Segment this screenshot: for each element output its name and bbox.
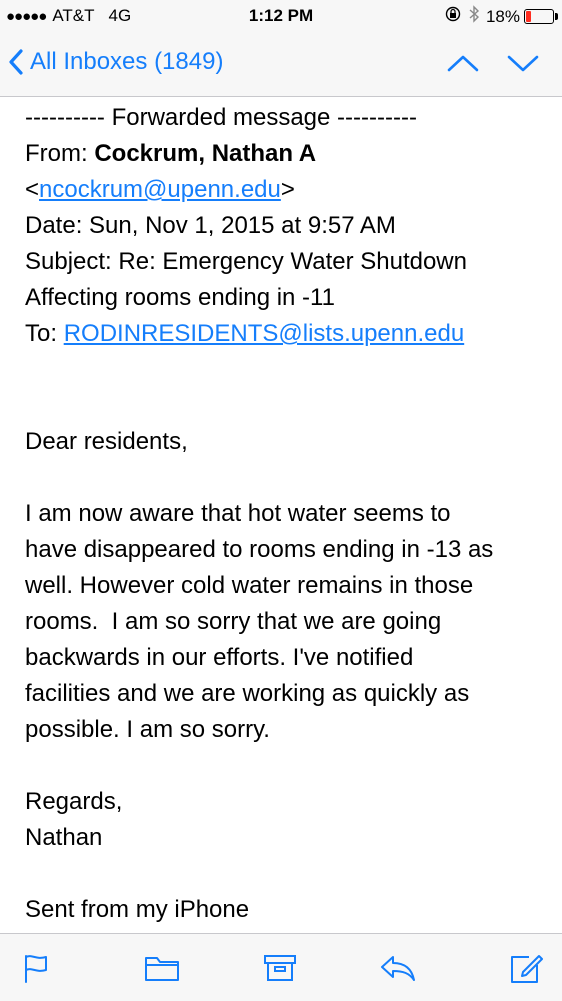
next-message-button[interactable] — [506, 52, 540, 79]
spacer — [25, 352, 550, 388]
bluetooth-icon — [468, 5, 480, 28]
date-line: Date: Sun, Nov 1, 2015 at 9:57 AM — [25, 212, 396, 239]
signal-strength: ●●●●● — [6, 7, 47, 25]
body-line: facilities and we are working as quickly as — [25, 680, 470, 707]
status-time: 1:12 PM — [248, 6, 314, 25]
email-footer: Sent from my iPhone — [25, 896, 250, 923]
move-to-folder-button[interactable] — [142, 950, 182, 986]
archive-button[interactable] — [260, 950, 300, 986]
archive-icon — [263, 953, 297, 983]
navigation-bar — [0, 34, 562, 97]
status-right — [444, 5, 554, 28]
spacer — [25, 748, 550, 784]
body-line: have disappeared to rooms ending in -13 as — [25, 536, 494, 563]
sender-email-link[interactable]: ncockrum@upenn.edu — [39, 176, 281, 203]
spacer — [25, 388, 550, 424]
compose-icon — [509, 951, 543, 985]
network-type: 4G — [108, 6, 132, 25]
battery-cap — [555, 13, 558, 20]
battery-level — [526, 11, 531, 22]
to-line — [25, 316, 550, 352]
from-line — [25, 136, 550, 172]
spacer — [25, 856, 550, 892]
body-line: possible. I am so sorry. — [25, 716, 270, 743]
email-open-bracket: < — [25, 176, 40, 203]
sender-name: Cockrum, Nathan A — [94, 140, 317, 167]
sender-email-line — [25, 172, 550, 208]
carrier-name: AT&T — [52, 6, 95, 25]
body-line: I am now aware that hot water seems to — [25, 500, 451, 527]
bottom-toolbar — [0, 933, 562, 1001]
forward-header: ---------- Forwarded message ---------- — [25, 104, 417, 131]
subject-line: Subject: Re: Emergency Water Shutdown — [25, 248, 467, 275]
closing: Regards, — [25, 788, 123, 815]
back-label: All Inboxes (1849) — [30, 48, 224, 75]
previous-message-button[interactable] — [446, 52, 480, 79]
reply-icon — [379, 953, 417, 983]
flag-icon — [22, 952, 50, 984]
chevron-left-icon — [8, 48, 24, 76]
orientation-lock-icon — [444, 6, 462, 27]
spacer — [25, 460, 550, 496]
message-body — [25, 100, 550, 928]
signature: Nathan — [25, 824, 103, 851]
compose-button[interactable] — [506, 950, 546, 986]
body-line: backwards in our efforts. I've notified — [25, 644, 414, 671]
from-label: From: — [25, 140, 95, 167]
email-close-bracket: > — [280, 176, 295, 203]
battery-icon — [524, 9, 554, 24]
to-label: To: — [25, 320, 64, 347]
message-navigation — [420, 52, 540, 79]
battery-percent: 18% — [485, 6, 520, 26]
recipient-email-link[interactable]: RODINRESIDENTS@lists.upenn.edu — [63, 320, 465, 347]
body-line: well. However cold water remains in those — [25, 572, 474, 599]
chevron-up-icon — [446, 52, 480, 74]
greeting: Dear residents, — [25, 428, 188, 455]
status-bar — [0, 0, 562, 34]
flag-button[interactable] — [16, 950, 56, 986]
body-line: rooms. I am so sorry that we are going — [25, 608, 442, 635]
folder-icon — [144, 954, 180, 982]
subject-line-continued: Affecting rooms ending in -11 — [25, 284, 335, 311]
back-button[interactable] — [8, 48, 223, 76]
chevron-down-icon — [506, 52, 540, 74]
reply-button[interactable] — [378, 950, 418, 986]
